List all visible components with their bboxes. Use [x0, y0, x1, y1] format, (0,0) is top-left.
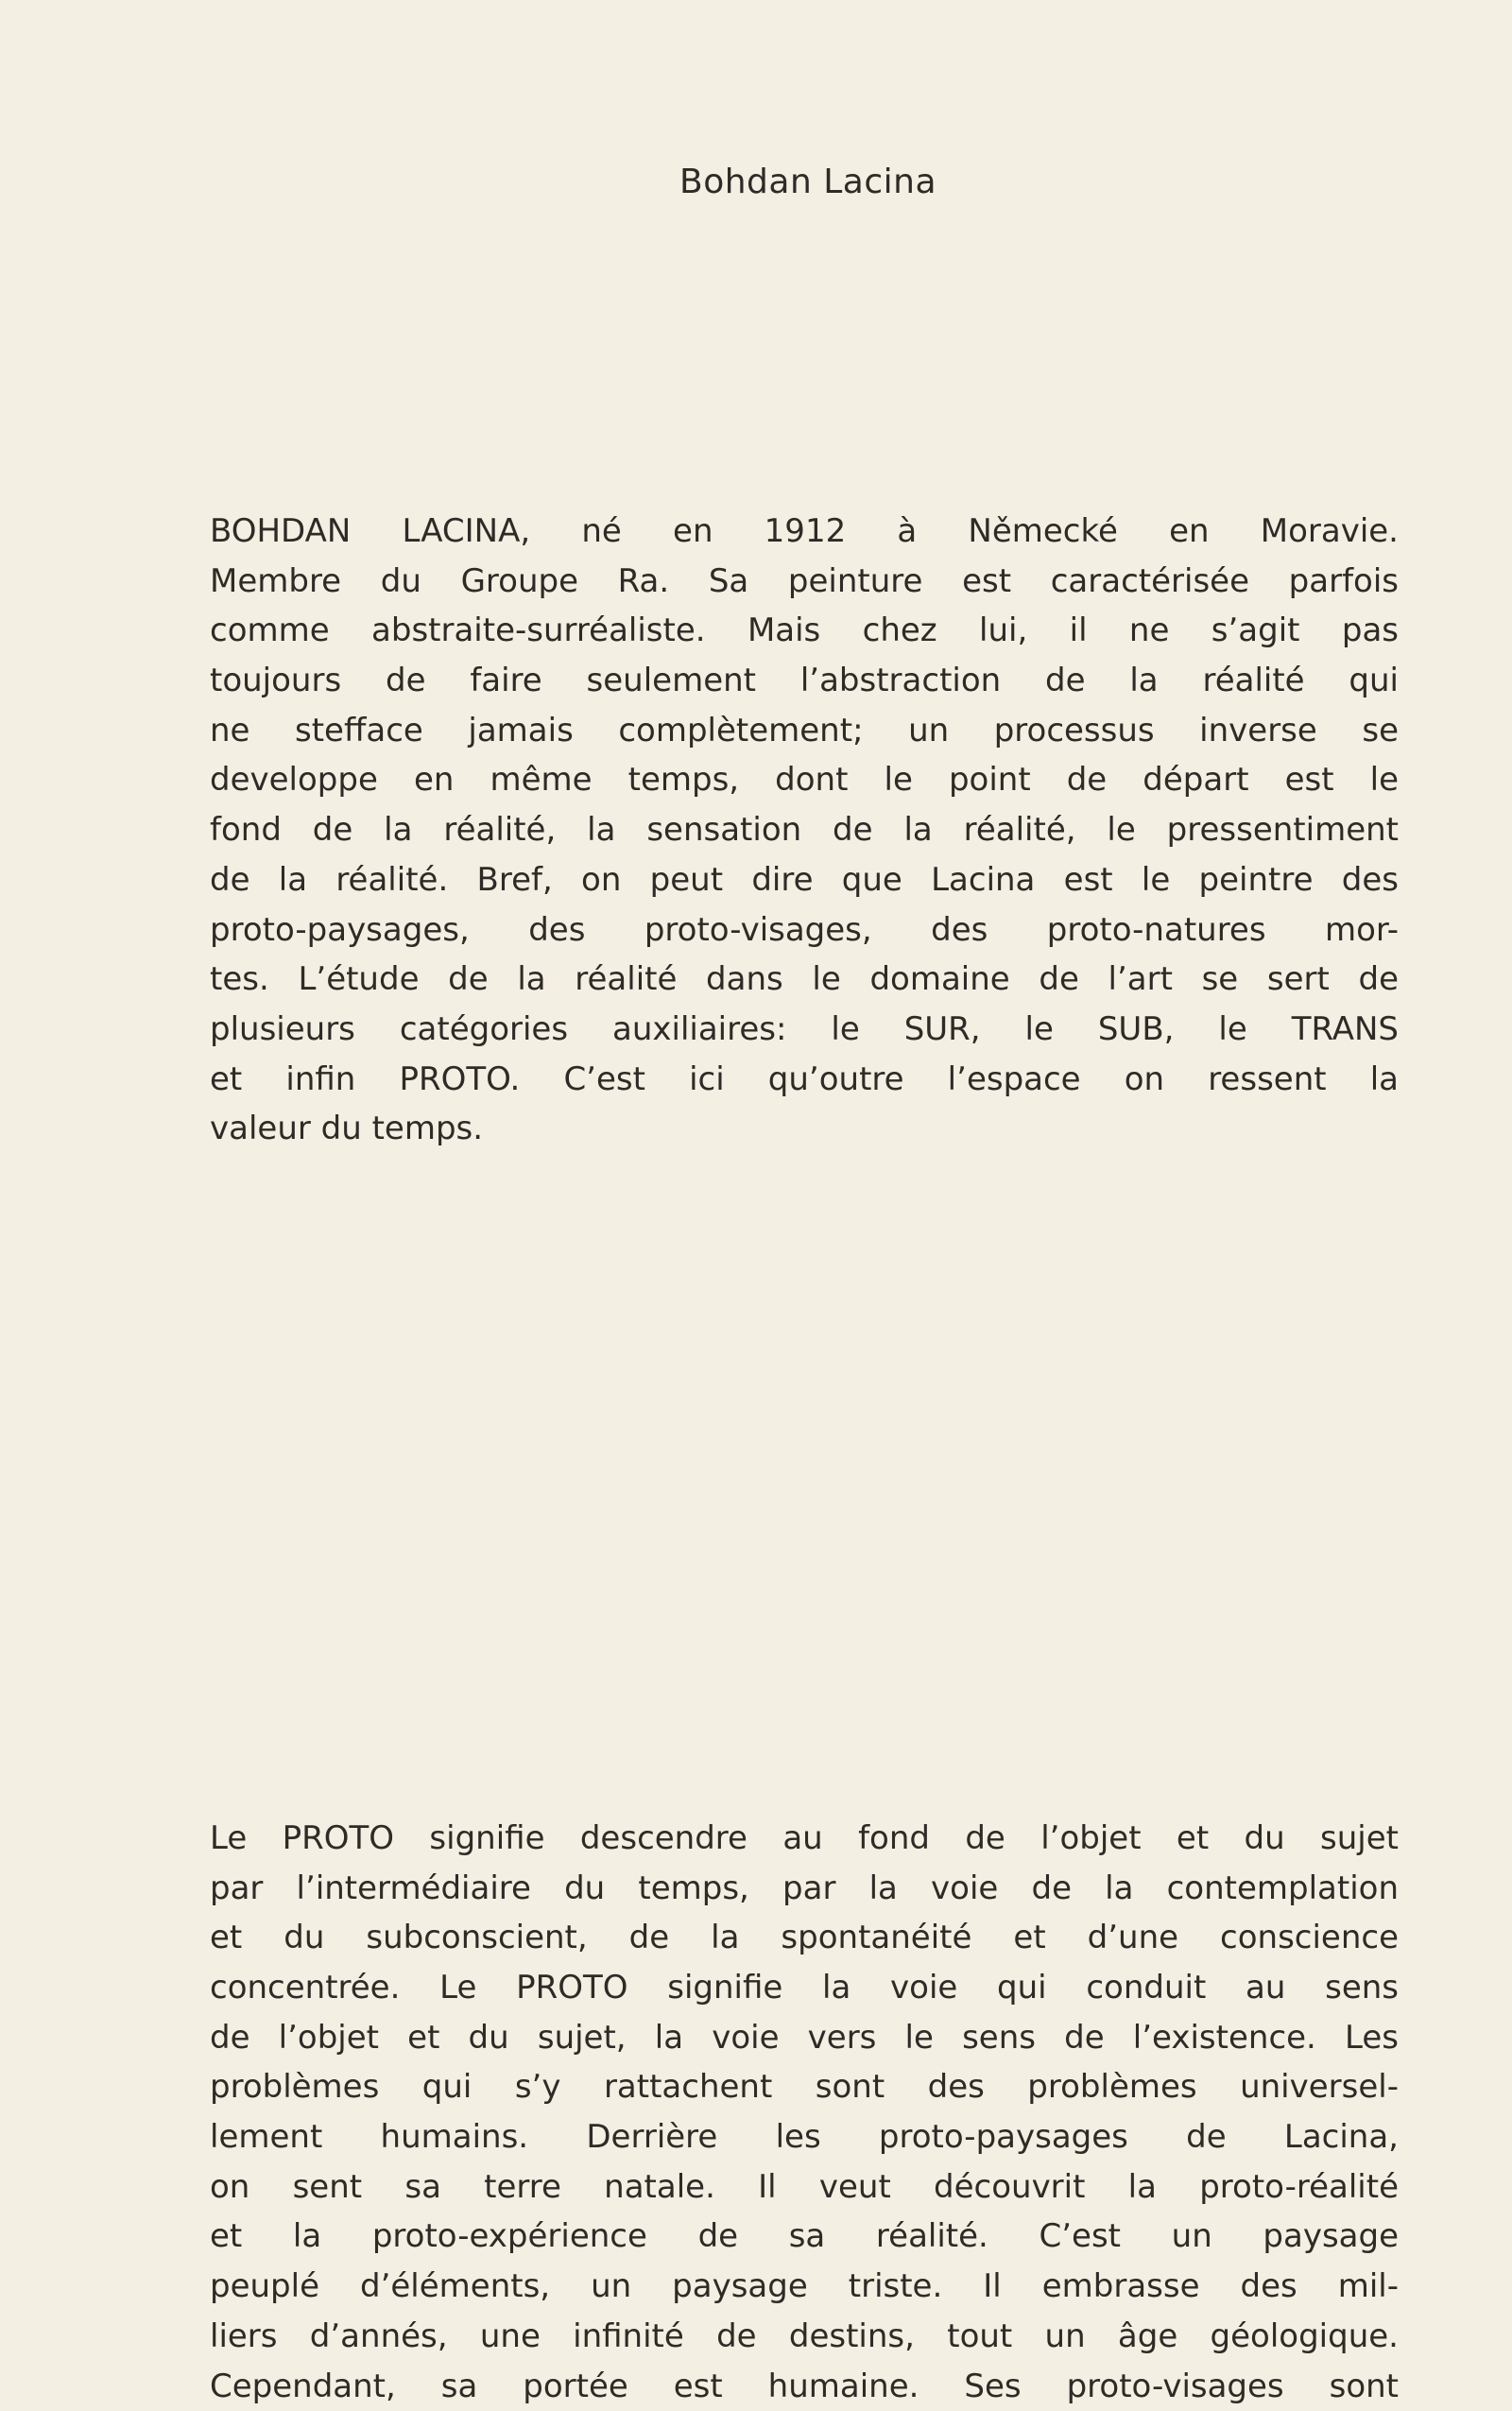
- text-line: lement humains. Derrière les proto-paysages de Lacina,: [210, 2112, 1399, 2162]
- text-line: Membre du Groupe Ra. Sa peinture est caractérisée parfois: [210, 557, 1399, 607]
- text-line: et la proto-expérience de sa réalité. C’est un paysage: [210, 2212, 1399, 2262]
- text-line: de l’objet et du sujet, la voie vers le sens de l’existence. Les: [210, 2013, 1399, 2063]
- text-line: tes. L’étude de la réalité dans le domaine de l’art se sert de: [210, 955, 1399, 1005]
- text-line: ne stefface jamais complètement; un processus inverse se: [210, 706, 1399, 756]
- text-line: toujours de faire seulement l’abstraction de la réalité qui: [210, 656, 1399, 706]
- text-line: valeur du temps.: [210, 1104, 1399, 1154]
- text-line: et infin PROTO. C’est ici qu’outre l’espace on ressent la: [210, 1055, 1399, 1105]
- text-line: plusieurs catégories auxiliaires: le SUR, le SUB, le TRANS: [210, 1005, 1399, 1055]
- text-line: problèmes qui s’y rattachent sont des problèmes universel-: [210, 2062, 1399, 2112]
- page-title: Bohdan Lacina: [0, 163, 1512, 201]
- text-line: Le PROTO signifie descendre au fond de l’objet et du sujet: [210, 1814, 1399, 1864]
- text-line: BOHDAN LACINA, né en 1912 à Německé en Moravie.: [210, 507, 1399, 557]
- text-line: peuplé d’éléments, un paysage triste. Il embrasse des mil-: [210, 2262, 1399, 2312]
- paragraph-1: [210, 507, 1399, 1154]
- text-line: on sent sa terre natale. Il veut découvrit la proto-réalité: [210, 2162, 1399, 2213]
- paragraph-2: [210, 1814, 1399, 2411]
- text-line: et du subconscient, de la spontanéité et d’une conscience: [210, 1913, 1399, 1963]
- text-line: liers d’annés, une infinité de destins, tout un âge géologique.: [210, 2312, 1399, 2362]
- text-line: Cependant, sa portée est humaine. Ses proto-visages sont: [210, 2362, 1399, 2411]
- text-line: de la réalité. Bref, on peut dire que Lacina est le peintre des: [210, 855, 1399, 905]
- text-line: developpe en même temps, dont le point de départ est le: [210, 755, 1399, 805]
- text-line: proto-paysages, des proto-visages, des proto-natures mor-: [210, 905, 1399, 956]
- text-line: comme abstraite-surréaliste. Mais chez lui, il ne s’agit pas: [210, 606, 1399, 656]
- text-line: par l’intermédiaire du temps, par la voie de la contemplation: [210, 1864, 1399, 1914]
- text-line: fond de la réalité, la sensation de la réalité, le pressentiment: [210, 805, 1399, 855]
- text-line: concentrée. Le PROTO signifie la voie qui conduit au sens: [210, 1963, 1399, 2013]
